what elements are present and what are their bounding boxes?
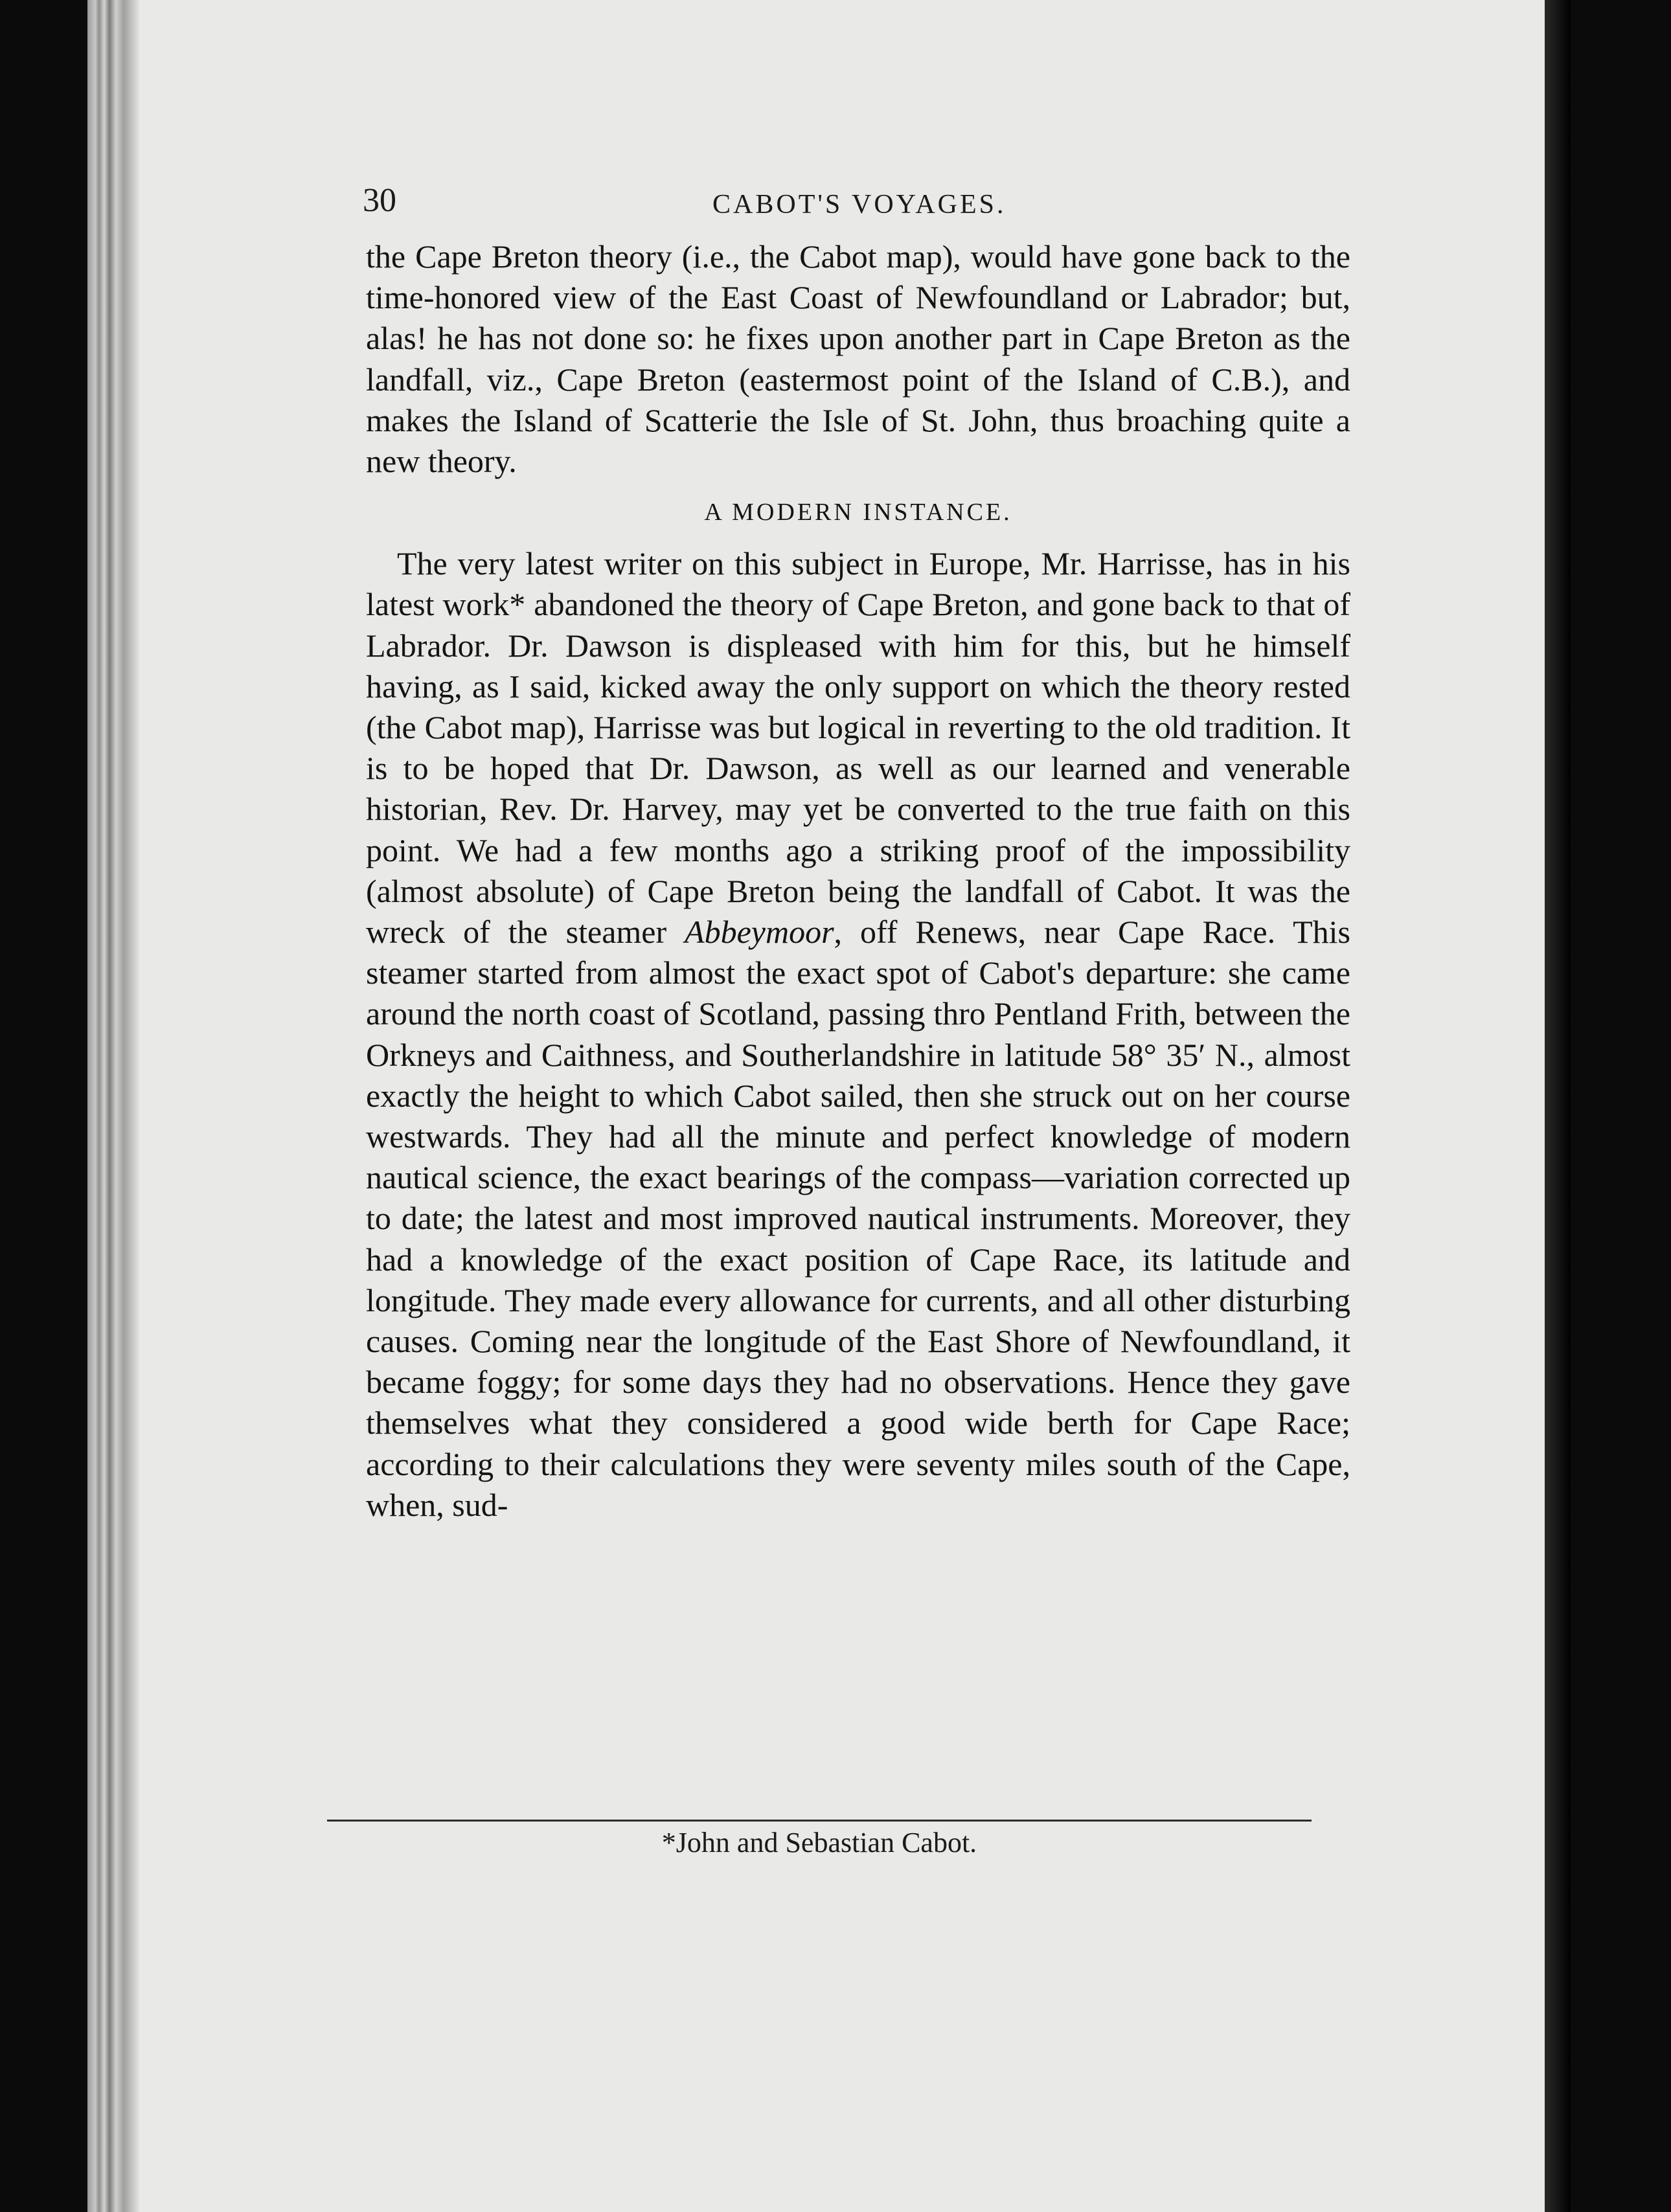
footnote-marker: * (509, 586, 526, 623)
paragraph-2-end: , off Renews, near Cape Race. This steamer started from almost the exact spot of Cabot's departure: she came around the north coast of Scotland, passing thro Pentland Frith, between the Orkneys and Caithness, and Southerlandshire in latitude 58° 35′ N., almost exactly the height to which Cabot sailed, then she struck out on her course westwards. They had all the minute and perfect knowledge of modern nautical science, the exact bearings of the compass—variation corrected up to date; the latest and most improved nautical instruments. Moreover, they had a knowledge of the exact position of Cape Race, its latitude and longitude. They made every allowance for currents, and all other disturbing causes. Coming near the longitude of the East Shore of Newfoundland, it became foggy; for some days they had no observations. Hence they gave themselves what they considered a good wide berth for Cape Race; according to their calculations they were seventy miles south of the Cape, when, sud- (366, 914, 1350, 1523)
paragraph-1: the Cape Breton theory (i.e., the Cabot map), would have gone back to the time-honored view of the East Coast of Newfoundland or Labrador; but, alas! he has not done so: he fixes upon another part in Cape Breton as the landfall, viz., Cape Breton (eastermost point of the Island of C.B.), and makes the Island of Scatterie the Isle of St. John, thus broaching quite a new theory. (366, 238, 1350, 480)
ship-name: Abbeymoor (685, 914, 834, 951)
footnote-rule (327, 1820, 1312, 1822)
page-edge-right (1545, 0, 1571, 2212)
paragraph-2-middle: abandoned the theory of Cape Breton, and gone back to that of Labrador. Dr. Dawson is displeased with him for this, but he himself having, as I said, kicked away the only support on which the theory rested (the Cabot map), Harrisse was but logical in reverting to the old tradition. It is to be hoped that Dr. Dawson, as well as our learned and venerable historian, Rev. Dr. Harvey, may yet be converted to the true faith on this point. We had a few months ago a striking proof of the impossibility (almost absolute) of Cape Breton being the landfall of Cabot. It was the wreck of the steamer (366, 586, 1350, 951)
running-head: CABOT'S VOYAGES. (712, 190, 1006, 220)
page-number: 30 (363, 182, 396, 219)
footnote: *John and Sebastian Cabot. (661, 1827, 977, 1858)
section-title: A MODERN INSTANCE. (704, 499, 1012, 526)
paragraph-2 (366, 543, 1350, 1526)
body-text (366, 236, 1350, 1526)
paragraph-2-start: The very latest writer on this subject in Europe, Mr. Harrisse, has in his latest work (366, 545, 1350, 623)
page-edge-left (87, 0, 139, 2212)
page-header (363, 181, 1373, 233)
